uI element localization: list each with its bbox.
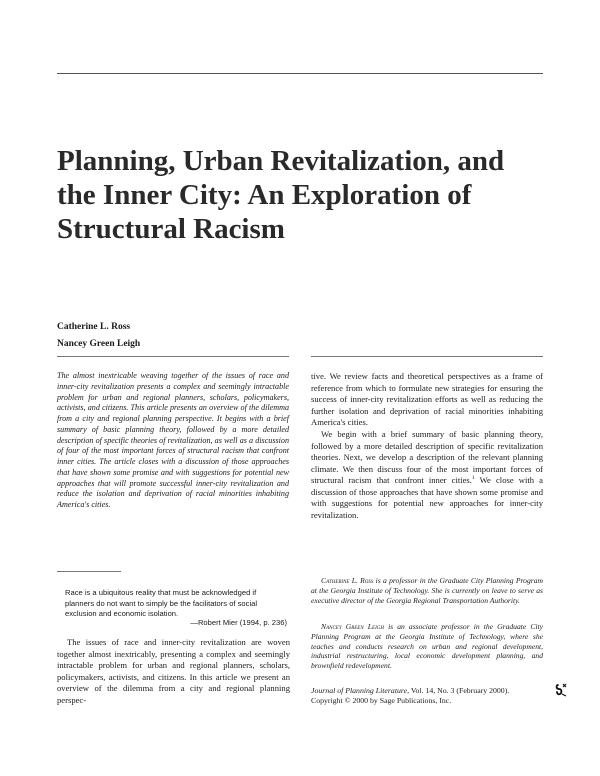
body-text-segment: We begin with a brief summary of basic planning theory, followed by a more detailed description of specific revitalization theories. Next, we develop a description of the relevant planning climate. We then discuss four of the most important forces of structural racism that confront inner cities. — [311, 429, 543, 485]
body-paragraph: The issues of race and inner-city revitalization are woven together almost inextricably, presenting a complex and seemingly intractable problem for urban and regional planners, scholars, policymakers, activists, and citizens. In this article we present an overview of the dilemma from a city and regional planning perspec- — [57, 637, 290, 705]
section-rule — [57, 571, 121, 572]
body-paragraph — [311, 429, 543, 521]
journal-volume: , Vol. 14, No. 3 (February 2000). — [407, 686, 510, 695]
column-rule-right — [311, 356, 543, 357]
bio-author-name: Catherine L. Ross — [321, 576, 374, 585]
body-text-segment: We close with a discussion of those approaches that have shown some promise and with suggestions for potential new approaches for inner-city revitalization. — [311, 475, 543, 520]
body-column-left — [57, 637, 290, 706]
author-bio — [311, 622, 543, 671]
body-column-right — [311, 371, 543, 429]
bio-text: is a professor in the Graduate City Planning Program at the Georgia Institute of Technology. She is currently on leave to serve as executive director of the Georgia Regional Transportation Authority. — [311, 576, 544, 605]
author-bio — [311, 576, 543, 605]
copyright-notice: Copyright © 2000 by Sage Publications, Inc. — [311, 696, 452, 705]
author-name: Nancey Green Leigh — [57, 339, 141, 349]
top-rule — [57, 73, 543, 74]
bio-author-name: Nancey Green Leigh — [321, 622, 384, 631]
author-list — [57, 319, 140, 353]
abstract: The almost inextricable weaving together of the issues of race and inner-city revitalization presents a complex and seemingly intractable problem for urban and regional planners, scholars, policymakers, activists, and citizens. This article presents an overview of the dilemma from a city and regional planning perspective. It begins with a brief summary of basic planning theory, followed by a more detailed description of specific theories of revitalization, as well as a discussion of four of the most important forces of structural racism that confront inner cities. The article closes with a discussion of those approaches that have shown some promise and with suggestions for potential new approaches that will promote successful inner-city revitalization and reduce the isolation and deprivation of racial minorities inhabiting America's cities. — [57, 371, 289, 509]
journal-name: Journal of Planning Literature — [311, 686, 408, 695]
footnote-marker[interactable]: 1 — [471, 475, 475, 482]
bio-text: is an associate professor in the Graduate City Planning Program at the Georgia Institute of Technology, where she teaches and conducts research on urban and regional development, industrial restructuring, local economic development planning, and brownfield redevelopment. — [311, 622, 543, 671]
author-name: Catherine L. Ross — [57, 322, 131, 332]
sage-logo-icon — [554, 682, 568, 698]
column-rule-left — [57, 356, 289, 357]
body-column-right-continued — [311, 429, 543, 521]
epigraph-source: —Robert Mier (1994, p. 236) — [190, 618, 287, 627]
body-paragraph: tive. We review facts and theoretical perspectives as a frame of reference from which to formulate new strategies for ensuring the success of inner-city revitalization efforts as well as reducing the further isolation and deprivation of racial minorities inhabiting America's cities. — [311, 371, 543, 427]
journal-citation — [311, 686, 546, 706]
article-title: Planning, Urban Revitalization, and the Inner City: An Exploration of Structural Racism — [57, 145, 505, 245]
epigraph-quote: Race is a ubiquitous reality that must be acknowledged if planners do not want to simply be the facilitators of social exclusion and economic isolation. — [65, 588, 258, 619]
